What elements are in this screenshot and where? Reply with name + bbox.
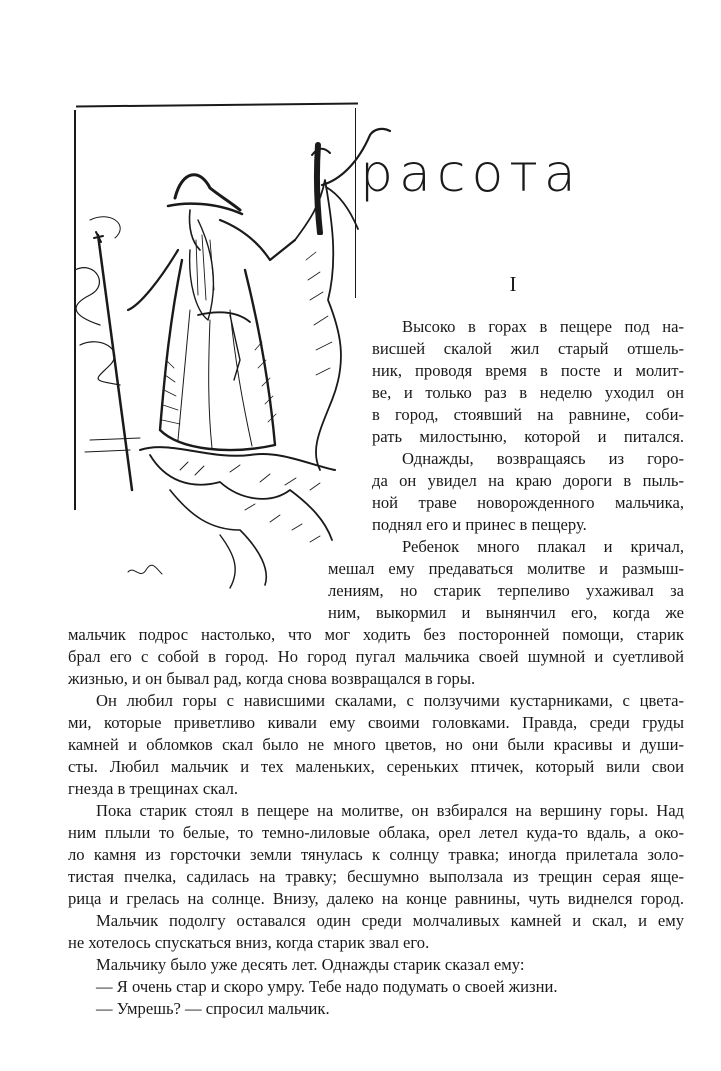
text-line: не хотелось спускаться вниз, когда старик звал его. bbox=[68, 933, 430, 952]
text-line: Высоко в горах в пещере под на- bbox=[402, 317, 684, 336]
initial-frame-top bbox=[76, 103, 358, 108]
text-line: мешал ему предаваться молитве и размыш- bbox=[328, 559, 684, 578]
text-line: рать милостыню, которой и питался. bbox=[372, 427, 684, 446]
text-line: ник, проводя время в посте и молит- bbox=[372, 361, 684, 380]
text-line: лениям, но старик терпеливо ухаживал за bbox=[328, 581, 684, 600]
text-line: Мальчику было уже десять лет. Однажды старик сказал ему: bbox=[96, 955, 525, 974]
text-line: ним плыли то белые, то темно-лиловые облака, орел летел куда-то вдаль, а око- bbox=[68, 823, 684, 842]
text-line: сты. Любил мальчик и тех маленьких, сереньких птичек, который вили свои bbox=[68, 757, 684, 776]
chapter-number: I bbox=[509, 272, 517, 296]
text-line: Однажды, возвращаясь из горо- bbox=[402, 449, 684, 468]
text-line: мальчик подрос настолько, что мог ходить без посторонней помощи, старик bbox=[68, 625, 684, 644]
text-line: камней и обломков скал было не много цветов, но они были красивы и души- bbox=[68, 735, 684, 754]
text-line: — Умрешь? — спросил мальчик. bbox=[96, 999, 330, 1018]
text-line: ной траве новорожденного мальчика, bbox=[372, 493, 684, 512]
text-line: рица и грелась на солнце. Внизу, далеко на конце равнины, чуть виднелся город. bbox=[68, 889, 684, 908]
text-line: да он увидел на краю дороги в пыль- bbox=[372, 471, 684, 490]
text-line: Мальчик подолгу оставался один среди молчаливых камней и скал, и ему bbox=[96, 911, 684, 930]
text-line: ве, и только раз в неделю уходил он bbox=[372, 383, 684, 402]
text-line: ми, которые приветливо кивали ему своими головками. Правда, среди груды bbox=[68, 713, 684, 732]
text-line: тистая пчелка, садилась на травку; бесшумно выползала из трещин серая яще- bbox=[68, 867, 684, 886]
text-line: — Я очень стар и скоро умру. Тебе надо подумать о своей жизни. bbox=[96, 977, 558, 996]
text-line: Ребенок много плакал и кричал, bbox=[402, 537, 684, 556]
text-line: Пока старик стоял в пещере на молитве, он взбирался на вершину горы. Над bbox=[96, 801, 684, 820]
text-line: брал его с собой в город. Но город пугал мальчика своей шумной и суетливой bbox=[68, 647, 684, 666]
text-line: поднял его и принес в пещеру. bbox=[372, 515, 587, 534]
text-line: гнезда в трещинах скал. bbox=[68, 779, 239, 798]
text-line: жизнью, и он бывал рад, когда снова возвращался в горы. bbox=[68, 669, 476, 688]
text-line: в город, стоявший на равнине, соби- bbox=[372, 405, 684, 424]
text-line: висшей скалой жил старый отшель- bbox=[372, 339, 684, 358]
text-line: Он любил горы с нависшими скалами, с ползучими кустарниками, с цвета- bbox=[96, 691, 684, 710]
text-line: ло камня из горсточки земли тянулась к солнцу травка; иногда прилетала золо- bbox=[68, 845, 684, 864]
text-line: ним, выкормил и вынянчил его, когда же bbox=[328, 603, 684, 622]
title-text: расота bbox=[360, 144, 582, 204]
